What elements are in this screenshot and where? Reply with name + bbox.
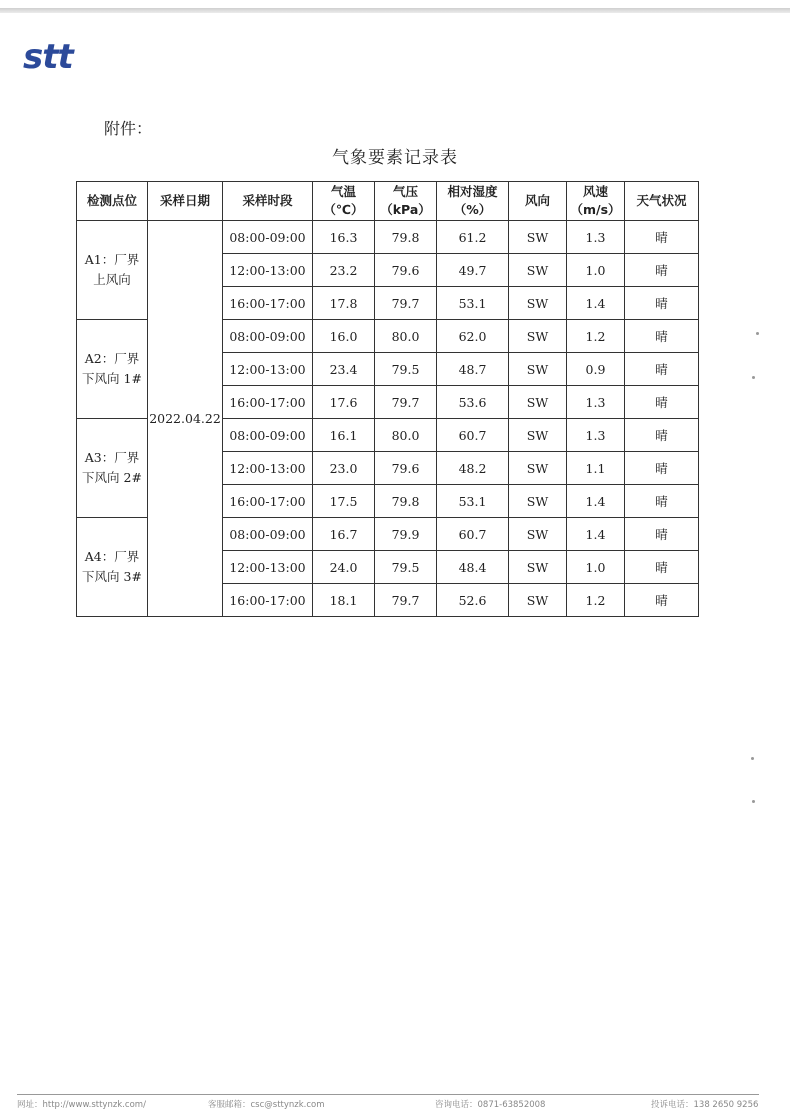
cell-weather: 晴	[625, 518, 699, 551]
footer-email: 客服邮箱：csc@sttynzk.com	[208, 1100, 325, 1110]
site-label-line1: A1：厂界	[84, 252, 140, 267]
cell-temperature: 24.0	[313, 551, 375, 584]
cell-wind-speed: 1.0	[567, 254, 625, 287]
cell-weather: 晴	[625, 287, 699, 320]
header-wind-speed	[567, 182, 625, 221]
scan-speck	[752, 800, 755, 803]
cell-humidity: 48.7	[437, 353, 509, 386]
header-site: 检测点位	[77, 182, 148, 221]
cell-temperature: 17.8	[313, 287, 375, 320]
cell-humidity: 53.1	[437, 287, 509, 320]
header-humidity-label: 相对湿度	[447, 184, 498, 199]
cell-wind-speed: 1.3	[567, 419, 625, 452]
cell-temperature: 17.6	[313, 386, 375, 419]
cell-wind-direction: SW	[509, 287, 567, 320]
cell-sampling-date: 2022.04.22	[148, 221, 223, 617]
cell-wind-direction: SW	[509, 419, 567, 452]
footer-rule	[17, 1094, 759, 1095]
cell-period: 16:00-17:00	[223, 287, 313, 320]
cell-humidity: 53.6	[437, 386, 509, 419]
cell-pressure: 79.8	[375, 221, 437, 254]
cell-humidity: 48.4	[437, 551, 509, 584]
header-temperature-unit: （℃）	[323, 202, 364, 217]
header-period: 采样时段	[223, 182, 313, 221]
cell-pressure: 79.5	[375, 353, 437, 386]
attachment-label: 附件：	[104, 119, 153, 138]
cell-weather: 晴	[625, 452, 699, 485]
cell-wind-speed: 1.3	[567, 221, 625, 254]
scan-speck	[751, 757, 754, 760]
cell-wind-speed: 1.3	[567, 386, 625, 419]
header-date: 采样日期	[148, 182, 223, 221]
cell-weather: 晴	[625, 221, 699, 254]
cell-period: 08:00-09:00	[223, 221, 313, 254]
cell-wind-direction: SW	[509, 320, 567, 353]
cell-wind-speed: 1.4	[567, 287, 625, 320]
cell-wind-speed: 1.4	[567, 485, 625, 518]
cell-period: 12:00-13:00	[223, 551, 313, 584]
cell-weather: 晴	[625, 419, 699, 452]
cell-weather: 晴	[625, 485, 699, 518]
cell-temperature: 18.1	[313, 584, 375, 617]
page-top-rule	[0, 8, 790, 13]
cell-wind-direction: SW	[509, 254, 567, 287]
cell-wind-direction: SW	[509, 551, 567, 584]
cell-pressure: 79.8	[375, 485, 437, 518]
cell-site	[77, 518, 148, 617]
cell-temperature: 16.3	[313, 221, 375, 254]
cell-pressure: 79.5	[375, 551, 437, 584]
header-temperature	[313, 182, 375, 221]
company-logo: stt	[23, 37, 73, 77]
cell-weather: 晴	[625, 584, 699, 617]
cell-wind-speed: 1.2	[567, 320, 625, 353]
cell-weather: 晴	[625, 386, 699, 419]
site-label-line1: A2：厂界	[84, 351, 140, 366]
cell-wind-direction: SW	[509, 221, 567, 254]
cell-humidity: 60.7	[437, 518, 509, 551]
header-humidity-unit: （%）	[453, 202, 492, 217]
cell-temperature: 16.7	[313, 518, 375, 551]
site-label-line2: 下风向 3#	[82, 569, 142, 584]
cell-wind-direction: SW	[509, 518, 567, 551]
footer-complaint-phone: 投诉电话：138 2650 9256	[651, 1100, 759, 1110]
site-label-line1: A4：厂界	[84, 549, 140, 564]
cell-humidity: 53.1	[437, 485, 509, 518]
cell-wind-speed: 1.2	[567, 584, 625, 617]
header-humidity	[437, 182, 509, 221]
cell-pressure: 80.0	[375, 320, 437, 353]
table-header-row	[77, 182, 699, 221]
cell-pressure: 79.6	[375, 254, 437, 287]
header-pressure-label: 气压	[392, 184, 418, 199]
footer-website: 网址：http://www.sttynzk.com/	[17, 1100, 146, 1110]
header-temperature-label: 气温	[330, 184, 356, 199]
cell-wind-direction: SW	[509, 485, 567, 518]
cell-site	[77, 419, 148, 518]
weather-record-table	[76, 181, 699, 617]
header-wind-speed-unit: （m/s）	[570, 202, 621, 217]
cell-wind-direction: SW	[509, 353, 567, 386]
cell-wind-direction: SW	[509, 452, 567, 485]
cell-temperature: 23.0	[313, 452, 375, 485]
site-label-line2: 下风向 2#	[82, 470, 142, 485]
cell-wind-speed: 1.1	[567, 452, 625, 485]
header-pressure-unit: （kPa）	[380, 202, 431, 217]
cell-pressure: 79.7	[375, 584, 437, 617]
scan-speck	[752, 376, 755, 379]
table-row	[77, 221, 699, 254]
cell-wind-speed: 1.4	[567, 518, 625, 551]
cell-period: 08:00-09:00	[223, 419, 313, 452]
cell-period: 16:00-17:00	[223, 386, 313, 419]
cell-weather: 晴	[625, 353, 699, 386]
cell-period: 08:00-09:00	[223, 518, 313, 551]
cell-period: 16:00-17:00	[223, 485, 313, 518]
header-wind-direction: 风向	[509, 182, 567, 221]
cell-temperature: 23.4	[313, 353, 375, 386]
cell-wind-speed: 0.9	[567, 353, 625, 386]
cell-pressure: 80.0	[375, 419, 437, 452]
cell-temperature: 17.5	[313, 485, 375, 518]
cell-pressure: 79.7	[375, 386, 437, 419]
header-wind-speed-label: 风速	[582, 184, 608, 199]
cell-period: 08:00-09:00	[223, 320, 313, 353]
cell-period: 12:00-13:00	[223, 254, 313, 287]
cell-humidity: 60.7	[437, 419, 509, 452]
site-label-line1: A3：厂界	[84, 450, 140, 465]
cell-humidity: 61.2	[437, 221, 509, 254]
cell-pressure: 79.6	[375, 452, 437, 485]
cell-wind-speed: 1.0	[567, 551, 625, 584]
cell-weather: 晴	[625, 254, 699, 287]
cell-pressure: 79.7	[375, 287, 437, 320]
cell-site	[77, 320, 148, 419]
site-label-line2: 下风向 1#	[82, 371, 142, 386]
header-weather: 天气状况	[625, 182, 699, 221]
document-title: 气象要素记录表	[332, 148, 458, 168]
cell-period: 12:00-13:00	[223, 353, 313, 386]
cell-period: 16:00-17:00	[223, 584, 313, 617]
cell-humidity: 48.2	[437, 452, 509, 485]
cell-temperature: 16.0	[313, 320, 375, 353]
cell-temperature: 23.2	[313, 254, 375, 287]
cell-humidity: 49.7	[437, 254, 509, 287]
table-body	[77, 221, 699, 617]
cell-period: 12:00-13:00	[223, 452, 313, 485]
cell-humidity: 52.6	[437, 584, 509, 617]
cell-pressure: 79.9	[375, 518, 437, 551]
scan-speck	[756, 332, 759, 335]
cell-humidity: 62.0	[437, 320, 509, 353]
header-pressure	[375, 182, 437, 221]
cell-wind-direction: SW	[509, 386, 567, 419]
cell-site	[77, 221, 148, 320]
cell-wind-direction: SW	[509, 584, 567, 617]
cell-weather: 晴	[625, 320, 699, 353]
site-label-line2: 上风向	[93, 272, 131, 287]
footer-phone: 咨询电话：0871-63852008	[435, 1100, 546, 1110]
cell-temperature: 16.1	[313, 419, 375, 452]
cell-weather: 晴	[625, 551, 699, 584]
